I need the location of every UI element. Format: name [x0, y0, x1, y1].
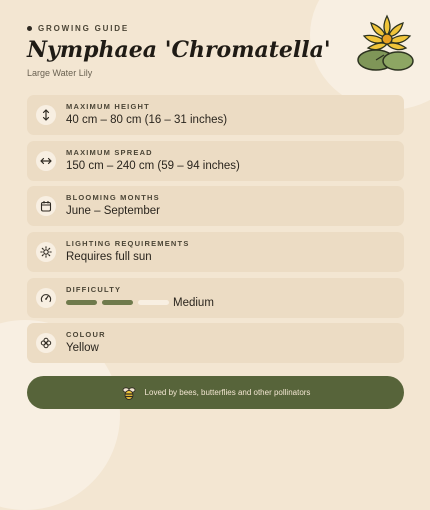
- card-value: 40 cm – 80 cm (16 – 31 inches): [66, 114, 228, 126]
- card-value: 150 cm – 240 cm (59 – 94 inches): [66, 160, 240, 172]
- info-card-blooming-months: [27, 186, 404, 226]
- info-card-colour: [27, 323, 404, 363]
- card-label: MAXIMUM HEIGHT: [66, 102, 150, 111]
- difficulty-segment: [102, 300, 133, 305]
- banner-text: Loved by bees, butterflies and other pollinators: [144, 388, 311, 397]
- difficulty-segment: [138, 300, 169, 305]
- bullet-dot: [27, 26, 32, 31]
- vertical-arrows-icon: [36, 105, 56, 125]
- page-subtitle: Large Water Lily: [27, 68, 93, 78]
- water-lily-icon: [354, 10, 420, 76]
- difficulty-segment: [66, 300, 97, 305]
- card-value: Requires full sun: [66, 251, 152, 263]
- card-label: COLOUR: [66, 330, 106, 339]
- card-label: BLOOMING MONTHS: [66, 193, 160, 202]
- sun-icon: [36, 242, 56, 262]
- card-label: LIGHTING REQUIREMENTS: [66, 239, 190, 248]
- flower-icon: [36, 333, 56, 353]
- card-label: MAXIMUM SPREAD: [66, 148, 153, 157]
- card-value: June – September: [66, 205, 160, 217]
- page-title: Nymphaea 'Chromatella': [27, 37, 331, 63]
- card-value: Yellow: [66, 342, 99, 354]
- section-kicker: [27, 24, 129, 33]
- kicker-text: GROWING GUIDE: [38, 24, 129, 33]
- gauge-icon: [36, 288, 56, 308]
- info-card-lighting: [27, 232, 404, 272]
- pollinator-banner: [27, 376, 404, 409]
- calendar-icon: [36, 196, 56, 216]
- info-card-maximum-spread: [27, 141, 404, 181]
- info-card-maximum-height: [27, 95, 404, 135]
- bee-icon: [121, 385, 137, 401]
- horizontal-arrows-icon: [36, 151, 56, 171]
- card-label: DIFFICULTY: [66, 285, 122, 294]
- difficulty-meter: [66, 300, 169, 305]
- info-card-difficulty: [27, 278, 404, 318]
- difficulty-value: Medium: [173, 297, 214, 309]
